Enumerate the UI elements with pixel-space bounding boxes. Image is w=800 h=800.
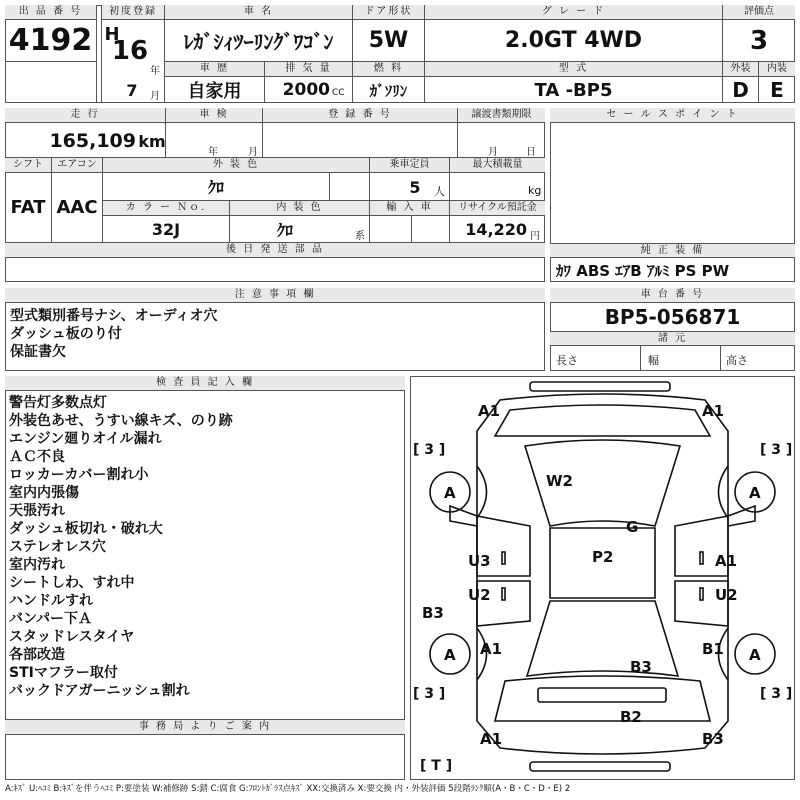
right-mirror xyxy=(728,506,755,526)
caution-line: ダッシュ板のり付 xyxy=(10,326,122,342)
recycle-cell xyxy=(450,216,545,243)
dim-divider-2 xyxy=(720,346,721,371)
month-value: 7 xyxy=(126,80,138,100)
aircon-value: AAC xyxy=(52,173,103,243)
label-u2-right: U2 xyxy=(715,586,738,604)
lot-no-value: 4192 xyxy=(5,20,97,62)
lot-no-blank xyxy=(5,62,97,103)
load-unit: kg xyxy=(528,184,542,197)
fuel-value: ｶﾞｿﾘﾝ xyxy=(353,77,425,103)
handle-left-front xyxy=(502,552,505,564)
door-header: ドア形状 xyxy=(353,5,425,20)
hood-outline xyxy=(495,405,710,436)
inspector-line: STIマフラー取付 xyxy=(9,665,118,681)
exterior-header: 外装 xyxy=(723,62,759,77)
ext-color-extra xyxy=(330,173,370,201)
label-g: G xyxy=(626,518,639,536)
handle-left-rear xyxy=(502,588,505,600)
later-parts-header: 後 日 発 送 部 品 xyxy=(5,243,545,258)
left-mirror xyxy=(450,506,477,526)
year-value: 16 xyxy=(111,36,149,66)
capacity-header: 乗車定員 xyxy=(370,158,450,173)
front-bumper-bar xyxy=(530,382,670,391)
fuel-header: 燃 料 xyxy=(353,62,425,77)
label-a1-top-right: A1 xyxy=(702,402,725,420)
model-code-header: 型 式 xyxy=(425,62,723,77)
label-tire-rr: A xyxy=(749,646,761,664)
rear-hatch xyxy=(495,676,710,721)
office-header: 事 務 局 よ り ご 案 内 xyxy=(5,720,405,735)
grade-value: 2.0GT 4WD xyxy=(425,20,723,62)
capacity-cell xyxy=(370,173,450,201)
inspector-line: 各部改造 xyxy=(9,647,65,663)
label-a1-top-left: A1 xyxy=(478,402,501,420)
label-bracket-bl: [ 3 ] xyxy=(413,686,446,702)
label-tire-fl: A xyxy=(444,484,456,502)
label-p2: P2 xyxy=(592,548,614,566)
rear-glass-outline xyxy=(527,601,678,676)
int-color-value: ｸﾛ xyxy=(276,220,293,240)
label-b1-right-rear: B1 xyxy=(702,640,724,658)
displacement-header: 排 気 量 xyxy=(265,62,353,77)
doc-day-unit: 日 xyxy=(526,147,536,158)
capacity-value: 5 xyxy=(409,177,421,197)
inspector-lines xyxy=(9,394,401,700)
capacity-unit: 人 xyxy=(434,185,445,198)
interior-header: 内装 xyxy=(759,62,795,77)
import-header: 輸 入 車 xyxy=(370,201,450,216)
door-value: 5W xyxy=(353,20,425,62)
import-cell-2 xyxy=(412,216,450,243)
label-bracket-br: [ 3 ] xyxy=(760,686,793,702)
ext-color-header: 外 装 色 xyxy=(103,158,370,173)
max-load-header: 最大積載量 xyxy=(450,158,545,173)
mileage-header: 走 行 xyxy=(5,108,166,123)
arch-front-left xyxy=(477,466,487,518)
lot-no-header: 出 品 番 号 xyxy=(5,5,97,20)
length-label: 長さ xyxy=(556,354,578,367)
doc-month-unit: 月 xyxy=(488,147,498,158)
chassis-header: 車 台 番 号 xyxy=(550,288,795,303)
rear-bumper-bar xyxy=(530,762,670,771)
year-unit: 年 xyxy=(150,66,160,77)
ext-color-value: ｸﾛ xyxy=(103,173,330,201)
int-color-unit: 系 xyxy=(355,231,365,242)
dim-divider-1 xyxy=(640,346,641,371)
label-w2: W2 xyxy=(546,472,573,490)
interior-value: E xyxy=(770,78,784,102)
displacement-unit: CC xyxy=(332,88,345,98)
exterior-value: D xyxy=(723,77,759,103)
grade-header: グ レ ー ド xyxy=(425,5,723,20)
recycle-unit: 円 xyxy=(530,231,540,242)
inspector-line: スタッドレスタイヤ xyxy=(9,629,135,645)
handle-right-front xyxy=(700,552,703,564)
caution-header: 注 意 事 項 欄 xyxy=(5,288,545,303)
arch-front-right xyxy=(719,466,729,518)
body-outline xyxy=(477,394,728,754)
inspector-line: バンパー下Ａ xyxy=(9,611,93,627)
mileage-unit: km xyxy=(138,131,166,151)
inspection-year-unit: 年 xyxy=(208,147,218,158)
inspection-month-unit: 月 xyxy=(248,147,258,158)
genuine-header: 純 正 装 備 xyxy=(550,243,795,258)
color-no-value: 32J xyxy=(103,216,230,243)
label-bracket-t: [ T ] xyxy=(420,758,453,774)
recycle-header: リサイクル預託金 xyxy=(450,201,545,216)
inspector-line: 室内内張傷 xyxy=(9,485,79,501)
rear-plate xyxy=(538,688,666,702)
history-value: 自家用 xyxy=(165,77,265,103)
chassis-value: BP5-056871 xyxy=(604,305,741,329)
inspector-line: ＡＣ不良 xyxy=(9,449,65,465)
label-b3-left: B3 xyxy=(422,604,444,622)
shift-header: シフト xyxy=(5,158,52,173)
legend-text: A:ｷｽﾞ U:ﾍｺﾐ B:ｷｽﾞを伴うﾍｺﾐ P:要塗装 W:補修跡 S:錆 C:腐食 G:ﾌﾛﾝﾄｶﾞﾗｽ点ｷｽﾞ XX:交換済み X:要交換 内・外装評価 5段階ﾗﾝｸ順(A・B・C・D・E) 2 xyxy=(5,784,571,794)
color-no-header: カ ラ ー Ｎｏ. xyxy=(103,201,230,216)
score-header: 評価点 xyxy=(723,5,795,20)
label-u2-left: U2 xyxy=(468,586,491,604)
inspector-line: ロッカーカバー割れ小 xyxy=(9,467,149,483)
month-unit: 月 xyxy=(150,91,160,102)
recycle-value: 14,220 xyxy=(465,219,527,239)
reg-no-cell xyxy=(263,123,458,158)
caution-line: 保証書欠 xyxy=(10,344,66,360)
inspector-line: ハンドルすれ xyxy=(9,593,93,609)
inspector-line: ダッシュ板切れ・破れ大 xyxy=(9,521,163,537)
label-tire-rl: A xyxy=(444,646,456,664)
caution-lines xyxy=(10,307,540,361)
sales-point-header: セ ー ル ス ポ イ ン ト xyxy=(550,108,795,123)
genuine-value: ｶﾜ ABS ｴｱB ｱﾙﾐ PS PW xyxy=(556,261,730,280)
dimensions-header: 諸 元 xyxy=(550,331,795,346)
label-a1-left-rear: A1 xyxy=(480,640,503,658)
label-bracket-tl: [ 3 ] xyxy=(413,442,446,458)
car-name-value: ﾚｶﾞｼｨﾂｰﾘﾝｸﾞﾜｺﾞﾝ xyxy=(165,20,353,62)
aircon-header: エアコン xyxy=(52,158,103,173)
era-value: H xyxy=(104,23,120,45)
inspector-line: 外装色あせ、うすい線キズ、のり跡 xyxy=(9,413,233,429)
inspector-line: 室内汚れ xyxy=(9,557,65,573)
label-b3-bottom-right: B3 xyxy=(702,730,724,748)
label-tire-fr: A xyxy=(749,484,761,502)
car-name-header: 車 名 xyxy=(165,5,353,20)
inspector-line: ステレオレス穴 xyxy=(9,539,107,555)
shift-value: FAT xyxy=(5,173,52,243)
car-diagram xyxy=(410,376,795,780)
inspection-header: 車 検 xyxy=(166,108,263,123)
inspector-header: 検 査 員 記 入 欄 xyxy=(5,376,405,391)
label-u3: U3 xyxy=(468,552,491,570)
inspector-line: 天張汚れ xyxy=(9,503,65,519)
label-bracket-tr: [ 3 ] xyxy=(760,442,793,458)
label-b2: B2 xyxy=(620,708,642,726)
import-cell-1 xyxy=(370,216,412,243)
label-b3-rear: B3 xyxy=(630,658,652,676)
label-a1-right-mid: A1 xyxy=(715,552,738,570)
inspector-line: バックドアガーニッシュ割れ xyxy=(9,683,190,699)
handle-right-rear xyxy=(700,588,703,600)
history-header: 車 歴 xyxy=(165,62,265,77)
inspector-line: エンジン廻りオイル漏れ xyxy=(9,431,162,447)
displacement-value: 2000 xyxy=(282,80,330,100)
width-label: 幅 xyxy=(648,354,659,367)
inspector-line: 警告灯多数点灯 xyxy=(9,395,107,411)
inspector-line: シートしわ、すれ中 xyxy=(9,575,135,591)
transfer-doc-header: 譲渡書類期限 xyxy=(458,108,545,123)
int-color-header: 内 装 色 xyxy=(230,201,370,216)
height-label: 高さ xyxy=(726,354,748,367)
reg-no-header: 登 録 番 号 xyxy=(263,108,458,123)
score-value: 3 xyxy=(723,20,795,62)
model-code-value: TA -BP5 xyxy=(425,77,723,103)
caution-line: 型式類別番号ナシ、オーディオ穴 xyxy=(10,308,218,324)
first-reg-header: 初度登録 xyxy=(101,5,165,20)
mileage-value: 165,109 xyxy=(49,130,136,152)
label-a1-bottom-left: A1 xyxy=(480,730,503,748)
